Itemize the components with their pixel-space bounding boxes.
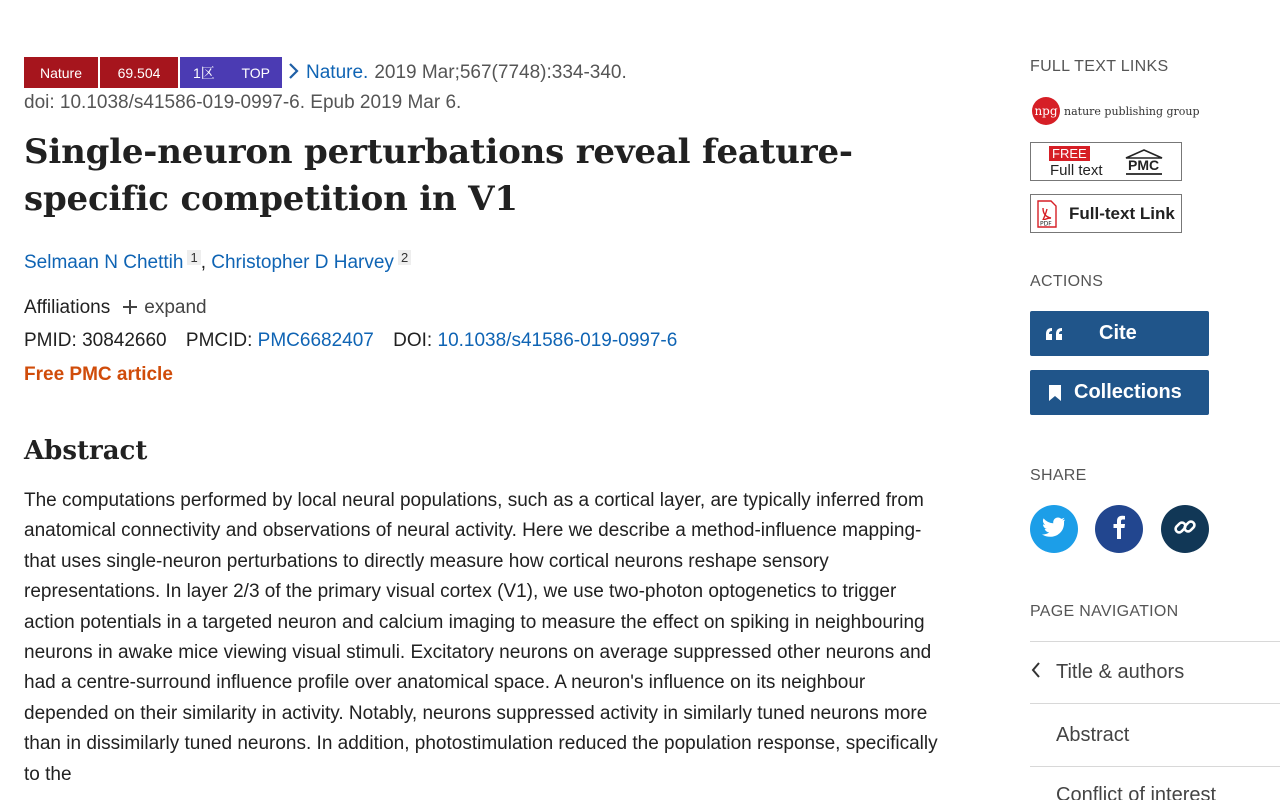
nav-divider: [1030, 703, 1280, 704]
facebook-icon: [1112, 515, 1126, 544]
bookmark-icon: [1044, 384, 1066, 402]
doi-epub-line: doi: 10.1038/s41586-019-0997-6. Epub 2019 Mar 6.: [24, 92, 462, 113]
free-pmc-article-label: Free PMC article: [24, 364, 173, 385]
expand-affiliations-button[interactable]: [122, 293, 206, 323]
share-facebook-button[interactable]: [1095, 505, 1143, 553]
actions-heading: ACTIONS: [1030, 273, 1104, 290]
citation-details: 2019 Mar;567(7748):334-340.: [374, 61, 627, 83]
share-link-button[interactable]: [1161, 505, 1209, 553]
npg-logo-icon: npg: [1032, 97, 1060, 125]
abstract-text: The computations performed by local neural populations, such as a cortical layer, are typically inferred from anatomical connectivity and observations of neural activity. Here we describe a method-influence mapping-that uses single-neuron perturbations to directly measure how cortical neurons reshape sensory representations. In layer 2/3 of the primary visual cortex (V1), we use two-photon optogenetics to trigger action potentials in a targeted neuron and calcium imaging to measure the effect on spiking in neighbouring neurons in awake mice viewing visual stimuli. Excitatory neurons on average suppressed other neurons and had a centre-surround influence profile over anatomical space. A neuron's influence on its neighbour depended on their similarity in activity. Notably, neurons suppressed activity in similarly tuned neurons more than in dissimilarly tuned neurons. In addition, photostimulation reduced the population response, specifically to the: [24, 490, 938, 785]
affiliations-row: [24, 293, 944, 323]
doi-label: DOI:: [393, 330, 433, 351]
doi-link[interactable]: 10.1038/s41586-019-0997-6: [437, 330, 678, 351]
pmid-value: 30842660: [82, 330, 167, 351]
collections-label: Collections: [1074, 381, 1182, 403]
nav-item-title-authors[interactable]: Title & authors: [1056, 661, 1185, 683]
journal-badge[interactable]: Nature: [24, 57, 98, 88]
pmc-mark-label: PMC: [1128, 157, 1160, 173]
tier-rank-label: TOP: [241, 64, 270, 81]
pmc-building-icon: [1123, 148, 1165, 178]
collections-button[interactable]: [1030, 370, 1209, 415]
pdf-icon: [1037, 200, 1057, 228]
article-title: Single-neuron perturbations reveal feature-specific competition in V1: [24, 132, 853, 219]
nature-publishing-group-link[interactable]: [1032, 97, 1200, 125]
page-navigation-heading: PAGE NAVIGATION: [1030, 603, 1179, 620]
nav-divider: [1030, 641, 1280, 642]
pmcid-label: PMCID:: [185, 330, 253, 351]
nav-item-conflict-of-interest[interactable]: Conflict of interest: [1056, 784, 1217, 800]
quote-icon: [1044, 327, 1066, 341]
journal-link[interactable]: Nature.: [306, 61, 369, 83]
nav-item-abstract[interactable]: Abstract: [1056, 724, 1130, 746]
nav-divider: [1030, 766, 1280, 767]
pmc-full-text-label: Full text: [1050, 162, 1103, 179]
pmid-label: PMID:: [24, 330, 77, 351]
impact-factor-badge[interactable]: 69.504: [100, 57, 178, 88]
plus-icon: [122, 297, 138, 319]
cite-label: Cite: [1099, 322, 1137, 344]
svg-text:PDF: PDF: [1040, 220, 1052, 227]
full-text-link-label: Full-text Link: [1069, 203, 1175, 223]
tier-label: 1区: [193, 64, 215, 81]
identifiers-row: [24, 326, 944, 356]
abstract-heading: Abstract: [24, 436, 148, 466]
cite-button[interactable]: [1030, 311, 1209, 356]
share-heading: SHARE: [1030, 467, 1087, 484]
authors-list: Selmaan N Chettih $^1$ , Christopher D Harvey $^2$: [24, 243, 944, 278]
affiliation-ref[interactable]: 1: [187, 250, 200, 265]
chevron-right-icon: [288, 62, 300, 84]
npg-logo-text: nature publishing group: [1064, 104, 1200, 118]
pmcid-link[interactable]: PMC6682407: [257, 330, 374, 351]
chevron-left-icon: [1030, 661, 1042, 685]
author-link[interactable]: Selmaan N Chettih: [24, 252, 184, 273]
link-icon: [1173, 515, 1197, 544]
author-link[interactable]: Christopher D Harvey: [211, 252, 394, 273]
affiliations-label: Affiliations: [24, 297, 111, 318]
full-text-link-button[interactable]: [1030, 194, 1182, 233]
article-main: [24, 57, 944, 790]
expand-label: expand: [144, 297, 207, 318]
pmc-free-label: FREE: [1049, 146, 1090, 161]
affiliation-ref[interactable]: 2: [398, 250, 411, 265]
pmc-free-full-text-link[interactable]: [1030, 142, 1182, 181]
twitter-icon: [1042, 517, 1066, 542]
citation-row: [24, 57, 944, 88]
full-text-links-heading: FULL TEXT LINKS: [1030, 58, 1169, 75]
tier-badge[interactable]: [180, 57, 282, 88]
share-twitter-button[interactable]: [1030, 505, 1078, 553]
